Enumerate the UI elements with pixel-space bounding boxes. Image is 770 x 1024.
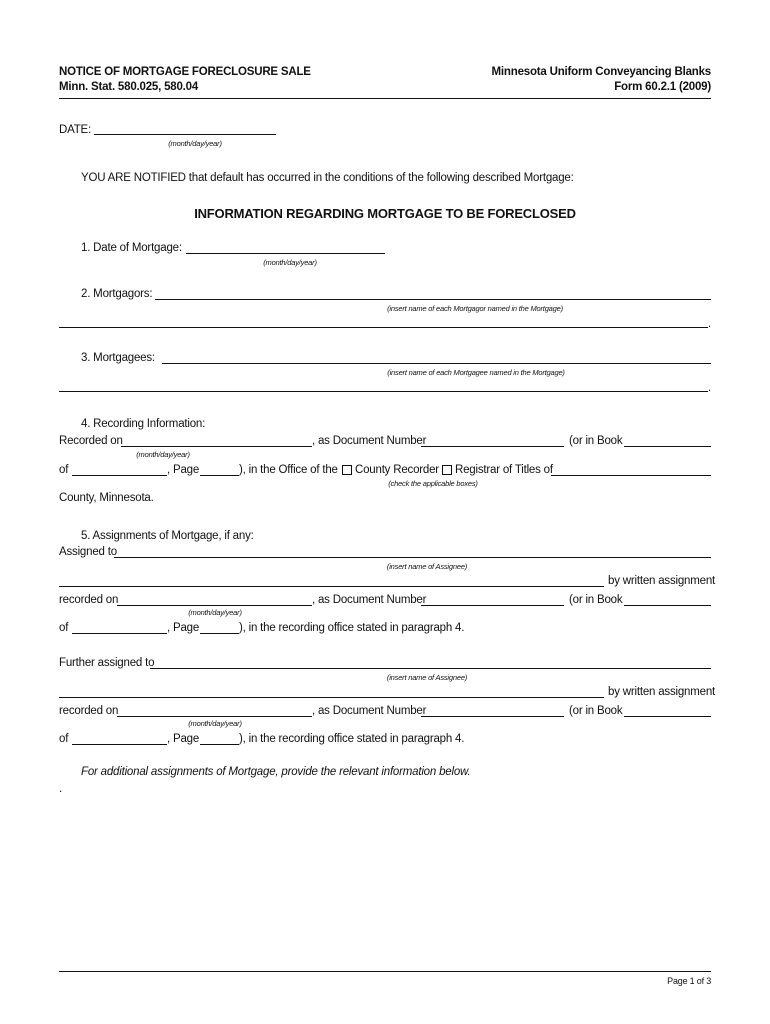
header-rule xyxy=(59,98,711,99)
form-title: NOTICE OF MORTGAGE FORECLOSURE SALE xyxy=(59,66,311,78)
further-document-number-field[interactable] xyxy=(421,716,564,717)
recorded-on-label: Recorded on xyxy=(59,435,123,447)
county-name-field[interactable] xyxy=(551,475,711,476)
mortgagees-field[interactable] xyxy=(162,363,711,364)
further-page-field[interactable] xyxy=(200,744,239,745)
form-number: Form 60.2.1 (2009) xyxy=(614,81,711,93)
assignment-page-label: , Page xyxy=(167,622,200,634)
further-assignee-field-line2[interactable] xyxy=(59,697,604,698)
as-document-number-label: , as Document Number xyxy=(312,435,427,447)
further-date-hint: (month/day/year) xyxy=(188,719,242,728)
assignment-recorded-date-field[interactable] xyxy=(117,605,312,606)
mortgage-date-field[interactable] xyxy=(186,253,385,254)
mortgagors-field[interactable] xyxy=(155,299,711,300)
mortgagors-field-line2[interactable] xyxy=(59,327,708,328)
assignment-of-field[interactable] xyxy=(72,633,167,634)
assignee-hint: (insert name of Assignee) xyxy=(386,562,468,571)
section-heading: INFORMATION REGARDING MORTGAGE TO BE FORECLOSED xyxy=(194,206,576,221)
further-page-label: , Page xyxy=(167,733,200,745)
mortgage-date-hint: (month/day/year) xyxy=(263,258,317,267)
check-boxes-hint: (check the applicable boxes) xyxy=(388,479,478,488)
assignment-date-hint: (month/day/year) xyxy=(188,608,242,617)
recorded-date-field[interactable] xyxy=(121,446,312,447)
date-field[interactable] xyxy=(94,134,276,135)
mortgagees-label: 3. Mortgagees: xyxy=(81,352,155,364)
further-assignee-hint: (insert name of Assignee) xyxy=(386,673,468,682)
recording-info-label: 4. Recording Information: xyxy=(81,418,206,430)
mortgage-date-label: 1. Date of Mortgage: xyxy=(81,242,182,254)
by-written-assignment-label: by written assignment xyxy=(608,575,716,587)
recorded-date-hint: (month/day/year) xyxy=(136,450,190,459)
mortgagors-hint: (insert name of each Mortgagor named in the Mortgage) xyxy=(387,304,563,313)
mortgagees-end-period: . xyxy=(708,382,711,394)
assignment-page-field[interactable] xyxy=(200,633,239,634)
mortgagees-field-line2[interactable] xyxy=(59,391,708,392)
of-field[interactable] xyxy=(72,475,167,476)
intro-text: YOU ARE NOTIFIED that default has occurred in the conditions of the following described Mortgage: xyxy=(81,172,574,184)
book-field[interactable] xyxy=(624,446,711,447)
further-assigned-label: Further assigned to xyxy=(59,657,155,669)
county-recorder-checkbox[interactable] xyxy=(342,465,352,475)
assigned-to-label: Assigned to xyxy=(59,546,117,558)
document-number-field[interactable] xyxy=(421,446,564,447)
date-label: DATE: xyxy=(59,124,92,136)
further-of-field[interactable] xyxy=(72,744,167,745)
further-book-field[interactable] xyxy=(624,716,711,717)
further-assignee-field[interactable] xyxy=(150,668,711,669)
further-of-label: of xyxy=(59,733,69,745)
footer-rule xyxy=(59,971,711,972)
county-minnesota-text: County, Minnesota. xyxy=(59,492,154,504)
assignment-or-in-book-label: (or in Book xyxy=(569,594,623,606)
registrar-of-titles-checkbox[interactable] xyxy=(442,465,452,475)
page-field[interactable] xyxy=(200,475,239,476)
further-recorded-on-label: recorded on xyxy=(59,705,119,717)
or-in-book-label: (or in Book xyxy=(569,435,623,447)
further-as-document-label: , as Document Number xyxy=(312,705,427,717)
assignment-book-field[interactable] xyxy=(624,605,711,606)
registrar-of-titles-label: Registrar of Titles of xyxy=(455,464,553,476)
page-label: , Page xyxy=(167,464,200,476)
assignee-field-line2[interactable] xyxy=(59,586,604,587)
assignment-document-number-field[interactable] xyxy=(421,605,564,606)
stray-period: . xyxy=(59,783,62,795)
office-of-label: ), in the Office of the xyxy=(239,464,338,476)
further-by-written-assignment-label: by written assignment xyxy=(608,686,716,698)
assignment-recorded-on-label: recorded on xyxy=(59,594,119,606)
assignment-as-document-label: , as Document Number xyxy=(312,594,427,606)
mortgagors-end-period: . xyxy=(708,318,711,330)
mortgagors-label: 2. Mortgagors: xyxy=(81,288,153,300)
assignee-field[interactable] xyxy=(114,557,711,558)
statute-reference: Minn. Stat. 580.025, 580.04 xyxy=(59,81,199,93)
further-recorded-date-field[interactable] xyxy=(117,716,312,717)
mortgagees-hint: (insert name of each Mortgagee named in the Mortgage) xyxy=(387,368,565,377)
assignment-recording-office-text: ), in the recording office stated in paragraph 4. xyxy=(239,622,465,634)
additional-assignments-note: For additional assignments of Mortgage, provide the relevant information below. xyxy=(81,766,471,778)
of-label: of xyxy=(59,464,69,476)
date-hint: (month/day/year) xyxy=(168,139,222,148)
further-or-in-book-label: (or in Book xyxy=(569,705,623,717)
assignments-label: 5. Assignments of Mortgage, if any: xyxy=(81,530,254,542)
publisher-name: Minnesota Uniform Conveyancing Blanks xyxy=(491,66,711,78)
page-number: Page 1 of 3 xyxy=(667,976,711,986)
county-recorder-label: County Recorder xyxy=(355,464,439,476)
further-recording-office-text: ), in the recording office stated in paragraph 4. xyxy=(239,733,465,745)
assignment-of-label: of xyxy=(59,622,69,634)
